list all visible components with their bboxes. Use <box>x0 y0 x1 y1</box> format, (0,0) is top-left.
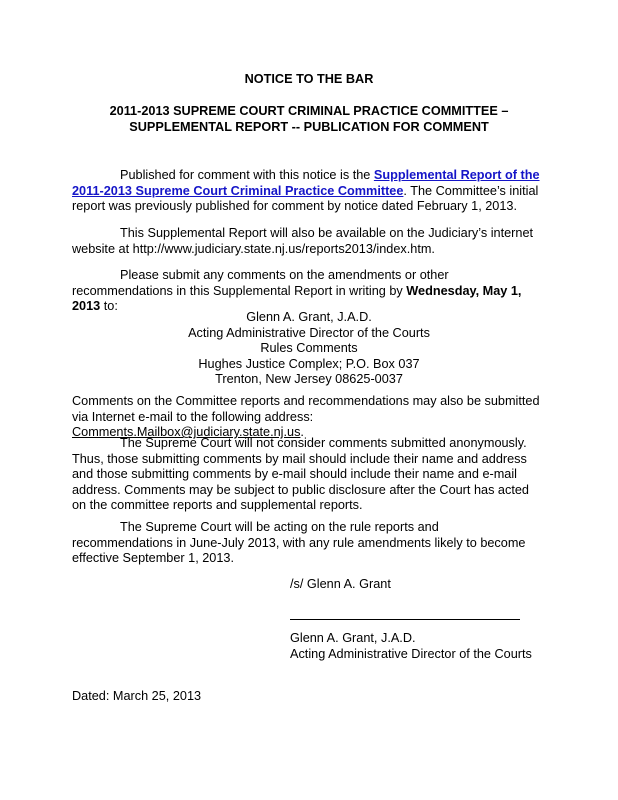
address-line: Acting Administrative Director of the Courts <box>188 325 430 340</box>
paragraph-schedule: The Supreme Court will be acting on the rule reports and recommendations in June-July 2013, with any rule amendments likely to become effective September 1, 2013. <box>72 520 526 566</box>
p3-text-after: to: <box>100 299 118 314</box>
paragraph-email <box>72 394 542 441</box>
dated: Dated: March 25, 2013 <box>72 689 202 703</box>
address-line: Rules Comments <box>260 341 358 356</box>
deadline-date: Wednesday, May 1, 2013 <box>72 283 522 314</box>
subtitle-line-1: 2011-2013 SUPREME COURT CRIMINAL PRACTICE COMMITTEE – <box>109 104 509 118</box>
p1-text-after: . The Committee’s initial report was previously published for comment by notice dated February 1, 2013. <box>72 183 539 214</box>
subtitle-line-2: SUPPLEMENTAL REPORT -- PUBLICATION FOR COMMENT <box>129 119 489 134</box>
address-line: Trenton, New Jersey 08625-0037 <box>215 372 403 387</box>
p4-text-before: Comments on the Committee reports and recommendations may also be submitted via Internet e-mail to the following address: <box>72 394 540 424</box>
signer-name: Glenn A. Grant, J.A.D. <box>290 631 416 645</box>
email-link[interactable]: Comments.Mailbox@judiciary.state.nj.us <box>72 425 301 440</box>
p1-text-before: Published for comment with this notice is the <box>120 168 374 182</box>
signature-line <box>290 619 520 620</box>
p3-text-before: Please submit any comments on the amendments or other recommendations in this Supplemental Report in writing by <box>72 268 449 298</box>
signature-block <box>290 631 590 662</box>
address-line: Glenn A. Grant, J.A.D. <box>246 310 372 324</box>
paragraph-publication <box>72 168 542 215</box>
paragraph-anonymous: The Supreme Court will not consider comments submitted anonymously. Thus, those submitting comments by mail should include their name and address and those submitting comments by e-mail should include their name and e-mail address. Comments may be subject to public disclosure after the Court has acted on the committee reports and supplemental reports. <box>72 436 529 513</box>
signature-slash: /s/ Glenn A. Grant <box>290 577 391 591</box>
address-line: Hughes Justice Complex; P.O. Box 037 <box>198 356 420 371</box>
p4-text-after: . <box>300 425 304 440</box>
page-title: NOTICE TO THE BAR <box>244 72 374 86</box>
subtitle <box>0 104 618 135</box>
supplemental-report-link[interactable]: Supplemental Report of the 2011-2013 Supreme Court Criminal Practice Committee <box>72 168 540 198</box>
paragraph-submit <box>72 268 542 315</box>
paragraph-website: This Supplemental Report will also be available on the Judiciary’s internet website at http://www.judiciary.state.nj.us/reports2013/index.htm. <box>72 226 534 256</box>
signer-title: Acting Administrative Director of the Courts <box>290 646 532 661</box>
mailing-address <box>0 310 618 388</box>
